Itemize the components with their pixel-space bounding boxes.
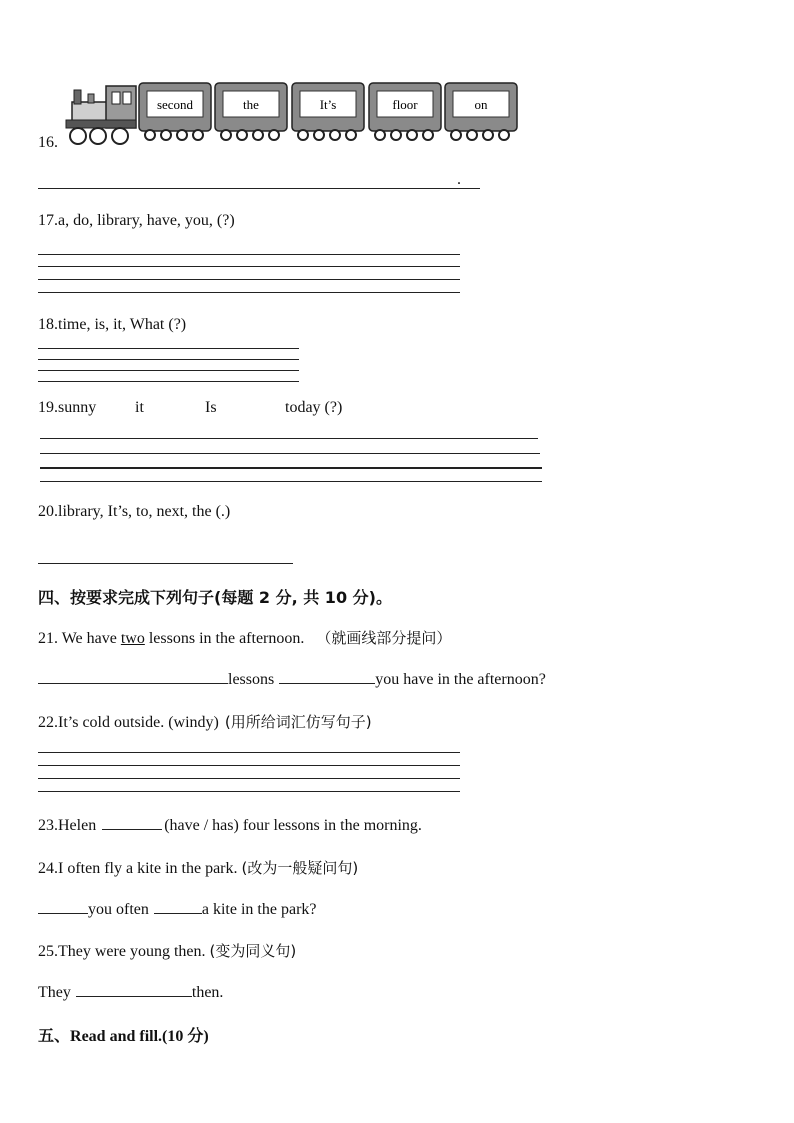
q19-number: 19.: [38, 399, 58, 416]
train-car-5: [445, 83, 517, 140]
q21-prompt: [38, 627, 451, 648]
q16-period: .: [457, 171, 461, 188]
q21-underlined-word: two: [120, 630, 145, 647]
q23-number: 23.: [38, 817, 58, 834]
q22-instruction: (用所给词汇仿写句子): [224, 713, 372, 731]
train-car-1: [139, 83, 211, 140]
q21-blank-2[interactable]: [279, 669, 375, 684]
train-word-1: second: [156, 97, 194, 112]
q18-line-1[interactable]: [38, 348, 299, 349]
q22-line-2[interactable]: [38, 765, 460, 766]
q25-end: then.: [191, 984, 224, 1001]
q24-blank-1[interactable]: [38, 899, 88, 914]
q19-word-3: Is: [205, 399, 217, 416]
train-word-4: floor: [392, 97, 418, 112]
q19-word-2: it: [135, 399, 144, 416]
q25-prompt: [38, 940, 296, 961]
section5-prefix: 五、: [38, 1026, 71, 1045]
q24-number: 24.: [38, 860, 58, 877]
q18-words: time, is, it, What (?): [58, 316, 187, 333]
q25-text: They were young then.: [58, 943, 206, 960]
q20-answer-line[interactable]: [38, 563, 293, 564]
q24-answer-row: [38, 899, 317, 919]
train-car-2: [215, 83, 287, 140]
q24-end: a kite in the park?: [201, 901, 317, 918]
locomotive-icon: [66, 86, 136, 144]
q19-word-1: sunny: [58, 399, 97, 416]
q18-line-3[interactable]: [38, 370, 299, 371]
q24-text: I often fly a kite in the park.: [58, 860, 238, 877]
q18-line-4[interactable]: [38, 381, 299, 382]
q17-line-2[interactable]: [38, 266, 460, 267]
q23-before: Helen: [58, 817, 97, 834]
q25-answer-row: [38, 982, 223, 1002]
q16-answer-line[interactable]: [38, 188, 480, 189]
q17-line-3[interactable]: [38, 279, 460, 280]
q21-answer-row: [38, 669, 546, 689]
q21-text-after: lessons in the afternoon.: [144, 630, 305, 647]
train-word-3: It’s: [319, 97, 337, 112]
q24-blank-2[interactable]: [154, 899, 202, 914]
q19-line-1[interactable]: [40, 438, 538, 439]
q17-line-4[interactable]: [38, 292, 460, 293]
q19-line-4[interactable]: [40, 481, 542, 482]
q20-prompt: [38, 503, 230, 521]
q17-prompt: [38, 212, 235, 230]
q22-line-4[interactable]: [38, 791, 460, 792]
q23-blank[interactable]: [102, 815, 162, 830]
q18-number: 18.: [38, 316, 58, 333]
train-car-4: [369, 83, 441, 140]
section5-title: [38, 1023, 209, 1046]
q19-line-2[interactable]: [40, 453, 540, 454]
q18-line-2[interactable]: [38, 359, 299, 360]
q23-prompt: [38, 815, 422, 835]
q18-prompt: [38, 316, 186, 334]
q25-blank[interactable]: [76, 982, 192, 997]
q25-instruction: (变为同义句): [209, 942, 297, 960]
q21-text-before: We have: [58, 630, 121, 647]
q19-prompt: [38, 399, 96, 417]
q25-start: They: [38, 984, 71, 1001]
q21-blank-1[interactable]: [38, 669, 228, 684]
q20-words: library, It’s, to, next, the (.): [58, 503, 231, 520]
train-word-5: on: [474, 97, 488, 112]
q22-number: 22.: [38, 714, 58, 731]
train-illustration: [62, 80, 522, 146]
q22-prompt: [38, 711, 372, 732]
train-car-3: [292, 83, 364, 140]
q24-mid: you often: [88, 901, 149, 918]
q17-line-1[interactable]: [38, 254, 460, 255]
section5-points: (10 分): [162, 1028, 209, 1045]
q19-line-3[interactable]: [40, 467, 542, 469]
section4-title: 四、按要求完成下列句子(每题 2 分, 共 10 分)。: [38, 588, 392, 607]
q21-number: 21.: [38, 630, 58, 647]
q17-words: a, do, library, have, you, (?): [58, 212, 235, 229]
section5-text: Read and fill.: [70, 1028, 163, 1045]
q20-number: 20.: [38, 503, 58, 520]
q17-number: 17.: [38, 212, 58, 229]
q16-number: 16.: [38, 134, 58, 151]
q23-after: (have / has) four lessons in the morning.: [164, 817, 422, 834]
q21-instruction: （就画线部分提问）: [316, 629, 452, 647]
q25-number: 25.: [38, 943, 58, 960]
q24-instruction: (改为一般疑问句): [241, 859, 359, 877]
q22-text: It’s cold outside. (windy): [58, 714, 219, 731]
q21-answer-end: you have in the afternoon?: [375, 671, 546, 688]
q19-word-4: today (?): [285, 399, 343, 416]
q22-line-3[interactable]: [38, 778, 460, 779]
q22-line-1[interactable]: [38, 752, 460, 753]
q24-prompt: [38, 857, 358, 878]
train-word-2: the: [243, 97, 259, 112]
q21-answer-mid: lessons: [228, 671, 275, 688]
